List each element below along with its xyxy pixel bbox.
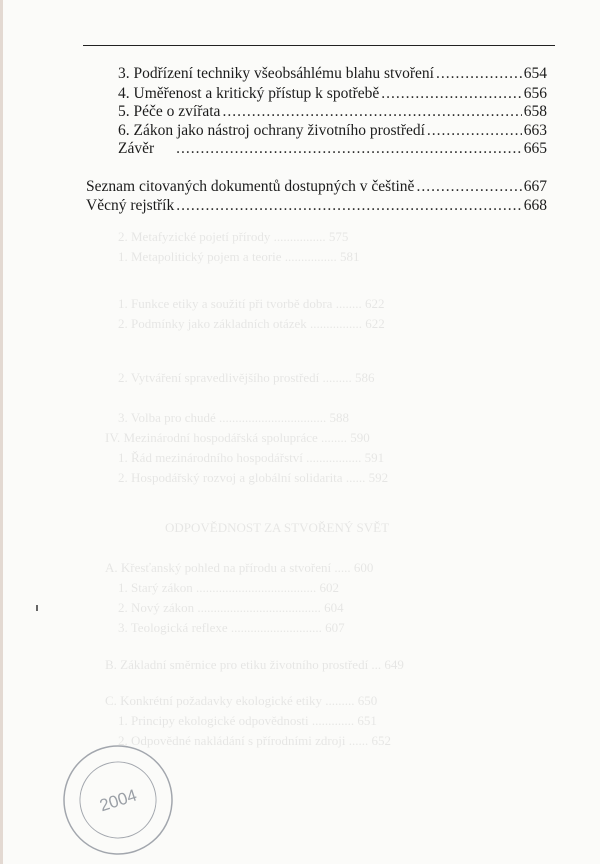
page-spine-edge	[0, 0, 3, 864]
paper-speck	[36, 605, 38, 611]
toc-leader-dots	[222, 102, 521, 122]
toc-leader-dots	[381, 84, 521, 104]
toc-entry-title: 4. Uměřenost a kritický přístup k spotřebě	[118, 85, 380, 102]
toc-entry	[118, 139, 547, 159]
toc-entry-title: 6. Zákon jako nástroj ochrany životního prostředí	[118, 122, 425, 139]
toc-entry-page: 658	[523, 103, 547, 120]
toc-entry-title: Závěr	[118, 140, 155, 157]
toc-leader-dots	[176, 139, 522, 159]
toc-entry	[86, 177, 547, 197]
reverse-side-show-through: 2. Metafyzické pojetí přírody ................ 575 1. Metapolitický pojem a teorie ................ 581 1. Funkce etiky a soužití při tvorbě dobra ........ 622 2. Podmínky jako základních otázek ................ 622 2. Vytváření spravedlivějšího prostředí ......... 586 3. Volba pro chudé ................................. 588 IV. Mezinárodní hospodářská spolupráce ........ 590 1. Řád mezinárodního hospodářství ................. 591 2. Hospodářský rozvoj a globální solidarita ...... 592 ODPOVĚDNOST ZA STVOŘENÝ SVĚT A. Křesťanský pohled na přírodu a stvoření ..... 600 1. Starý zákon ..................................... 602 2. Nový zákon ...................................... 604 3. Teologická reflexe ............................ 607 B. Základní směrnice pro etiku životního prostředí ... 649 C. Konkrétní požadavky ekologické etiky ......... 650 1. Principy ekologické odpovědnosti ............. 651 2. Odpovědné nakládání s přírodními zdroji ...... 652	[105, 229, 404, 748]
toc-entry-page: 663	[523, 122, 547, 139]
stamp-year: 2004	[97, 785, 140, 816]
toc-entry-page: 668	[523, 197, 547, 214]
toc-entry-title: Seznam citovaných dokumentů dostupných v češtině	[86, 178, 415, 195]
toc-leader-dots	[436, 64, 522, 84]
toc-entry-page: 656	[523, 85, 547, 102]
toc-entry	[118, 64, 547, 84]
toc-leader-dots	[427, 121, 522, 141]
toc-entry	[118, 121, 547, 141]
toc-entry	[118, 84, 547, 104]
toc-entry-title: 3. Podřízení techniky všeobsáhlému blahu stvoření	[118, 65, 434, 82]
toc-entry-title: 5. Péče o zvířata	[118, 103, 221, 120]
header-rule	[83, 45, 555, 46]
toc-leader-dots	[416, 177, 521, 197]
toc-entry-page: 667	[523, 178, 547, 195]
toc-entry-page: 654	[523, 65, 547, 82]
toc-leader-dots	[176, 196, 522, 216]
toc-entry	[118, 102, 547, 122]
toc-entry	[86, 196, 547, 216]
library-stamp	[58, 740, 178, 860]
toc-entry-page: 665	[523, 140, 547, 157]
toc-entry-title: Věcný rejstřík	[86, 197, 175, 214]
